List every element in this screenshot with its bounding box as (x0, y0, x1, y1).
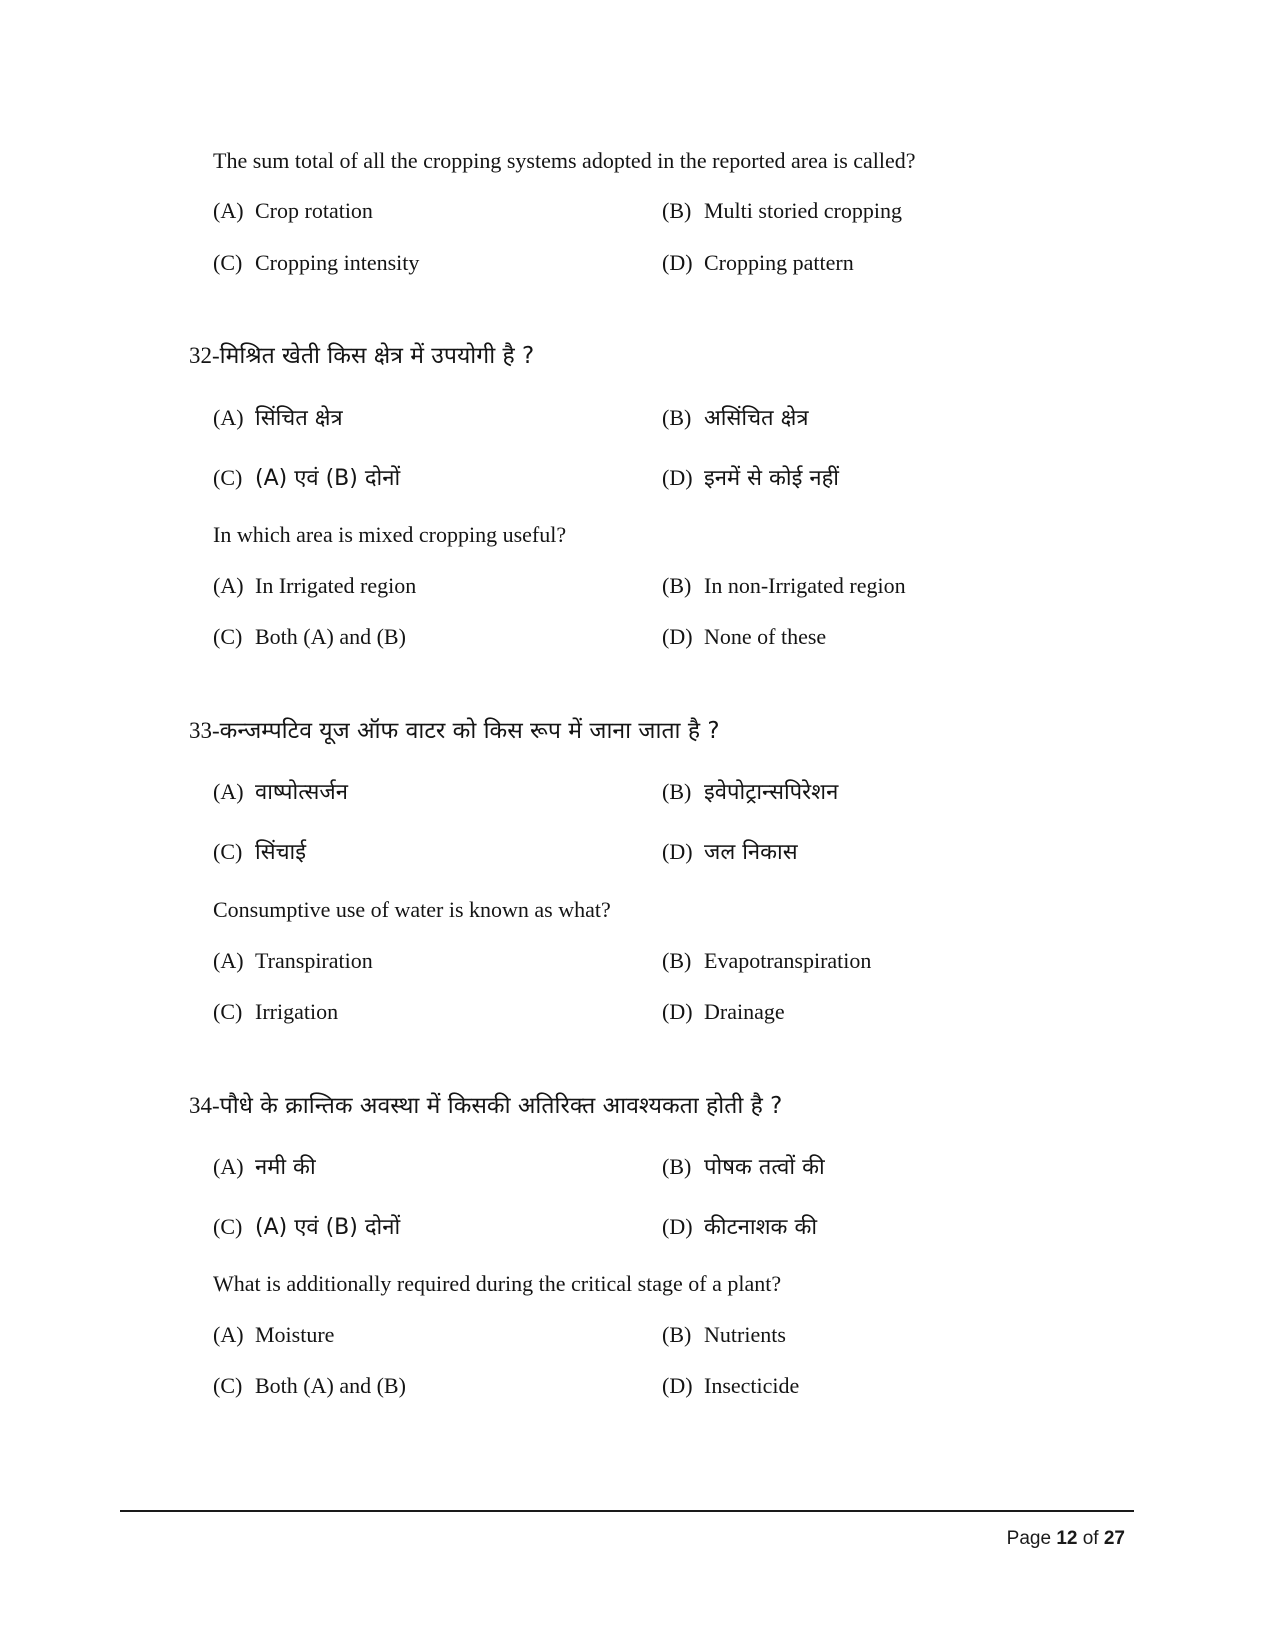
option-letter: (A) (213, 1322, 244, 1347)
question-text: कन्जम्पटिव यूज ऑफ वाटर को किस रूप में जाना जाता है ? (219, 718, 720, 744)
q32-english-question: In which area is mixed cropping useful? (213, 522, 567, 547)
option-letter: (C) (213, 1373, 243, 1398)
option-text: पोषक तत्वों की (704, 1155, 825, 1180)
q31-option-a (213, 198, 373, 224)
q32-option-c (213, 624, 406, 650)
option-letter: (B) (662, 948, 692, 973)
q33-hindi-option-b (662, 779, 838, 806)
page-number-total: 27 (1103, 1528, 1125, 1549)
option-text: सिंचित क्षेत्र (255, 406, 343, 431)
q32-option-a (213, 573, 416, 599)
option-letter: (C) (213, 465, 243, 490)
page-number-current: 12 (1056, 1528, 1078, 1549)
q31-option-c (213, 250, 419, 276)
option-letter: (D) (662, 999, 693, 1024)
q31-option-d (662, 250, 854, 276)
question-text: मिश्रित खेती किस क्षेत्र में उपयोगी है ? (219, 343, 535, 369)
q32-hindi-option-a (213, 405, 343, 432)
option-text: Multi storied cropping (704, 198, 902, 223)
option-text: Both (A) and (B) (255, 1373, 406, 1398)
question-number: 34- (189, 1093, 220, 1118)
option-letter: (A) (213, 779, 244, 804)
q32-option-d (662, 624, 826, 650)
q32-hindi-option-b (662, 405, 809, 432)
option-letter: (D) (662, 1214, 693, 1239)
q34-hindi-option-d (662, 1214, 817, 1241)
q33-option-d (662, 999, 785, 1025)
option-letter: (A) (213, 1154, 244, 1179)
question-number: 32- (189, 343, 220, 368)
option-letter: (D) (662, 839, 693, 864)
q33-option-c (213, 999, 338, 1025)
option-text: Evapotranspiration (704, 948, 872, 973)
q33-hindi-question (189, 718, 720, 744)
option-letter: (B) (662, 405, 692, 430)
option-text: (A) एवं (B) दोनों (255, 1215, 401, 1240)
option-text: वाष्पोत्सर्जन (255, 780, 348, 805)
q33-hindi-option-d (662, 839, 798, 866)
option-text: नमी की (255, 1155, 316, 1180)
option-text: कीटनाशक की (704, 1215, 818, 1240)
option-letter: (A) (213, 198, 244, 223)
option-letter: (B) (662, 1154, 692, 1179)
option-letter: (B) (662, 573, 692, 598)
page-number-middle: of (1077, 1528, 1104, 1549)
option-letter: (C) (213, 624, 243, 649)
option-text: Insecticide (704, 1373, 800, 1398)
option-text: इवेपोट्रान्सपिरेशन (704, 780, 839, 805)
option-text: Drainage (704, 999, 785, 1024)
option-text: Nutrients (704, 1322, 786, 1347)
option-text: Transpiration (255, 948, 373, 973)
option-text: Both (A) and (B) (255, 624, 406, 649)
q33-option-b (662, 948, 871, 974)
option-text: None of these (704, 624, 827, 649)
page-number-prefix: Page (1006, 1528, 1057, 1549)
option-text: Cropping intensity (255, 250, 420, 275)
page-number (1007, 1528, 1125, 1550)
q32-hindi-option-c (213, 465, 400, 492)
q33-hindi-option-a (213, 779, 348, 806)
option-letter: (B) (662, 1322, 692, 1347)
option-text: जल निकास (704, 840, 798, 865)
option-letter: (C) (213, 999, 243, 1024)
option-text: Moisture (255, 1322, 335, 1347)
q34-option-d (662, 1373, 799, 1399)
option-text: Irrigation (255, 999, 339, 1024)
q34-hindi-option-c (213, 1214, 400, 1241)
option-letter: (D) (662, 1373, 693, 1398)
option-letter: (D) (662, 250, 693, 275)
footer-divider (120, 1510, 1134, 1512)
option-letter: (C) (213, 1214, 243, 1239)
option-letter: (A) (213, 573, 244, 598)
option-letter: (B) (662, 198, 692, 223)
option-letter: (C) (213, 250, 243, 275)
q34-option-b (662, 1322, 786, 1348)
q31-english-question: The sum total of all the cropping systems adopted in the reported area is called? (213, 148, 916, 173)
option-text: In Irrigated region (255, 573, 417, 598)
option-text: असिंचित क्षेत्र (704, 406, 809, 431)
q32-hindi-option-d (662, 465, 839, 492)
q32-option-b (662, 573, 906, 599)
option-text: सिंचाई (255, 840, 307, 865)
option-letter: (D) (662, 465, 693, 490)
option-text: Crop rotation (255, 198, 373, 223)
q33-hindi-option-c (213, 839, 306, 866)
option-letter: (D) (662, 624, 693, 649)
q34-hindi-option-a (213, 1154, 316, 1181)
option-text: (A) एवं (B) दोनों (255, 466, 401, 491)
question-text: पौधे के क्रान्तिक अवस्था में किसकी अतिरिक्त आवश्यकता होती है ? (219, 1093, 783, 1119)
q34-hindi-option-b (662, 1154, 825, 1181)
option-text: इनमें से कोई नहीं (704, 466, 840, 491)
option-text: In non-Irrigated region (704, 573, 906, 598)
q32-hindi-question (189, 343, 534, 369)
option-letter: (A) (213, 405, 244, 430)
option-text: Cropping pattern (704, 250, 854, 275)
q34-hindi-question (189, 1093, 782, 1119)
q34-option-c (213, 1373, 406, 1399)
question-number: 33- (189, 718, 220, 743)
option-letter: (C) (213, 839, 243, 864)
option-letter: (A) (213, 948, 244, 973)
q34-option-a (213, 1322, 334, 1348)
option-letter: (B) (662, 779, 692, 804)
q33-option-a (213, 948, 373, 974)
q31-option-b (662, 198, 902, 224)
q33-english-question: Consumptive use of water is known as what? (213, 897, 611, 922)
q34-english-question: What is additionally required during the critical stage of a plant? (213, 1271, 782, 1296)
